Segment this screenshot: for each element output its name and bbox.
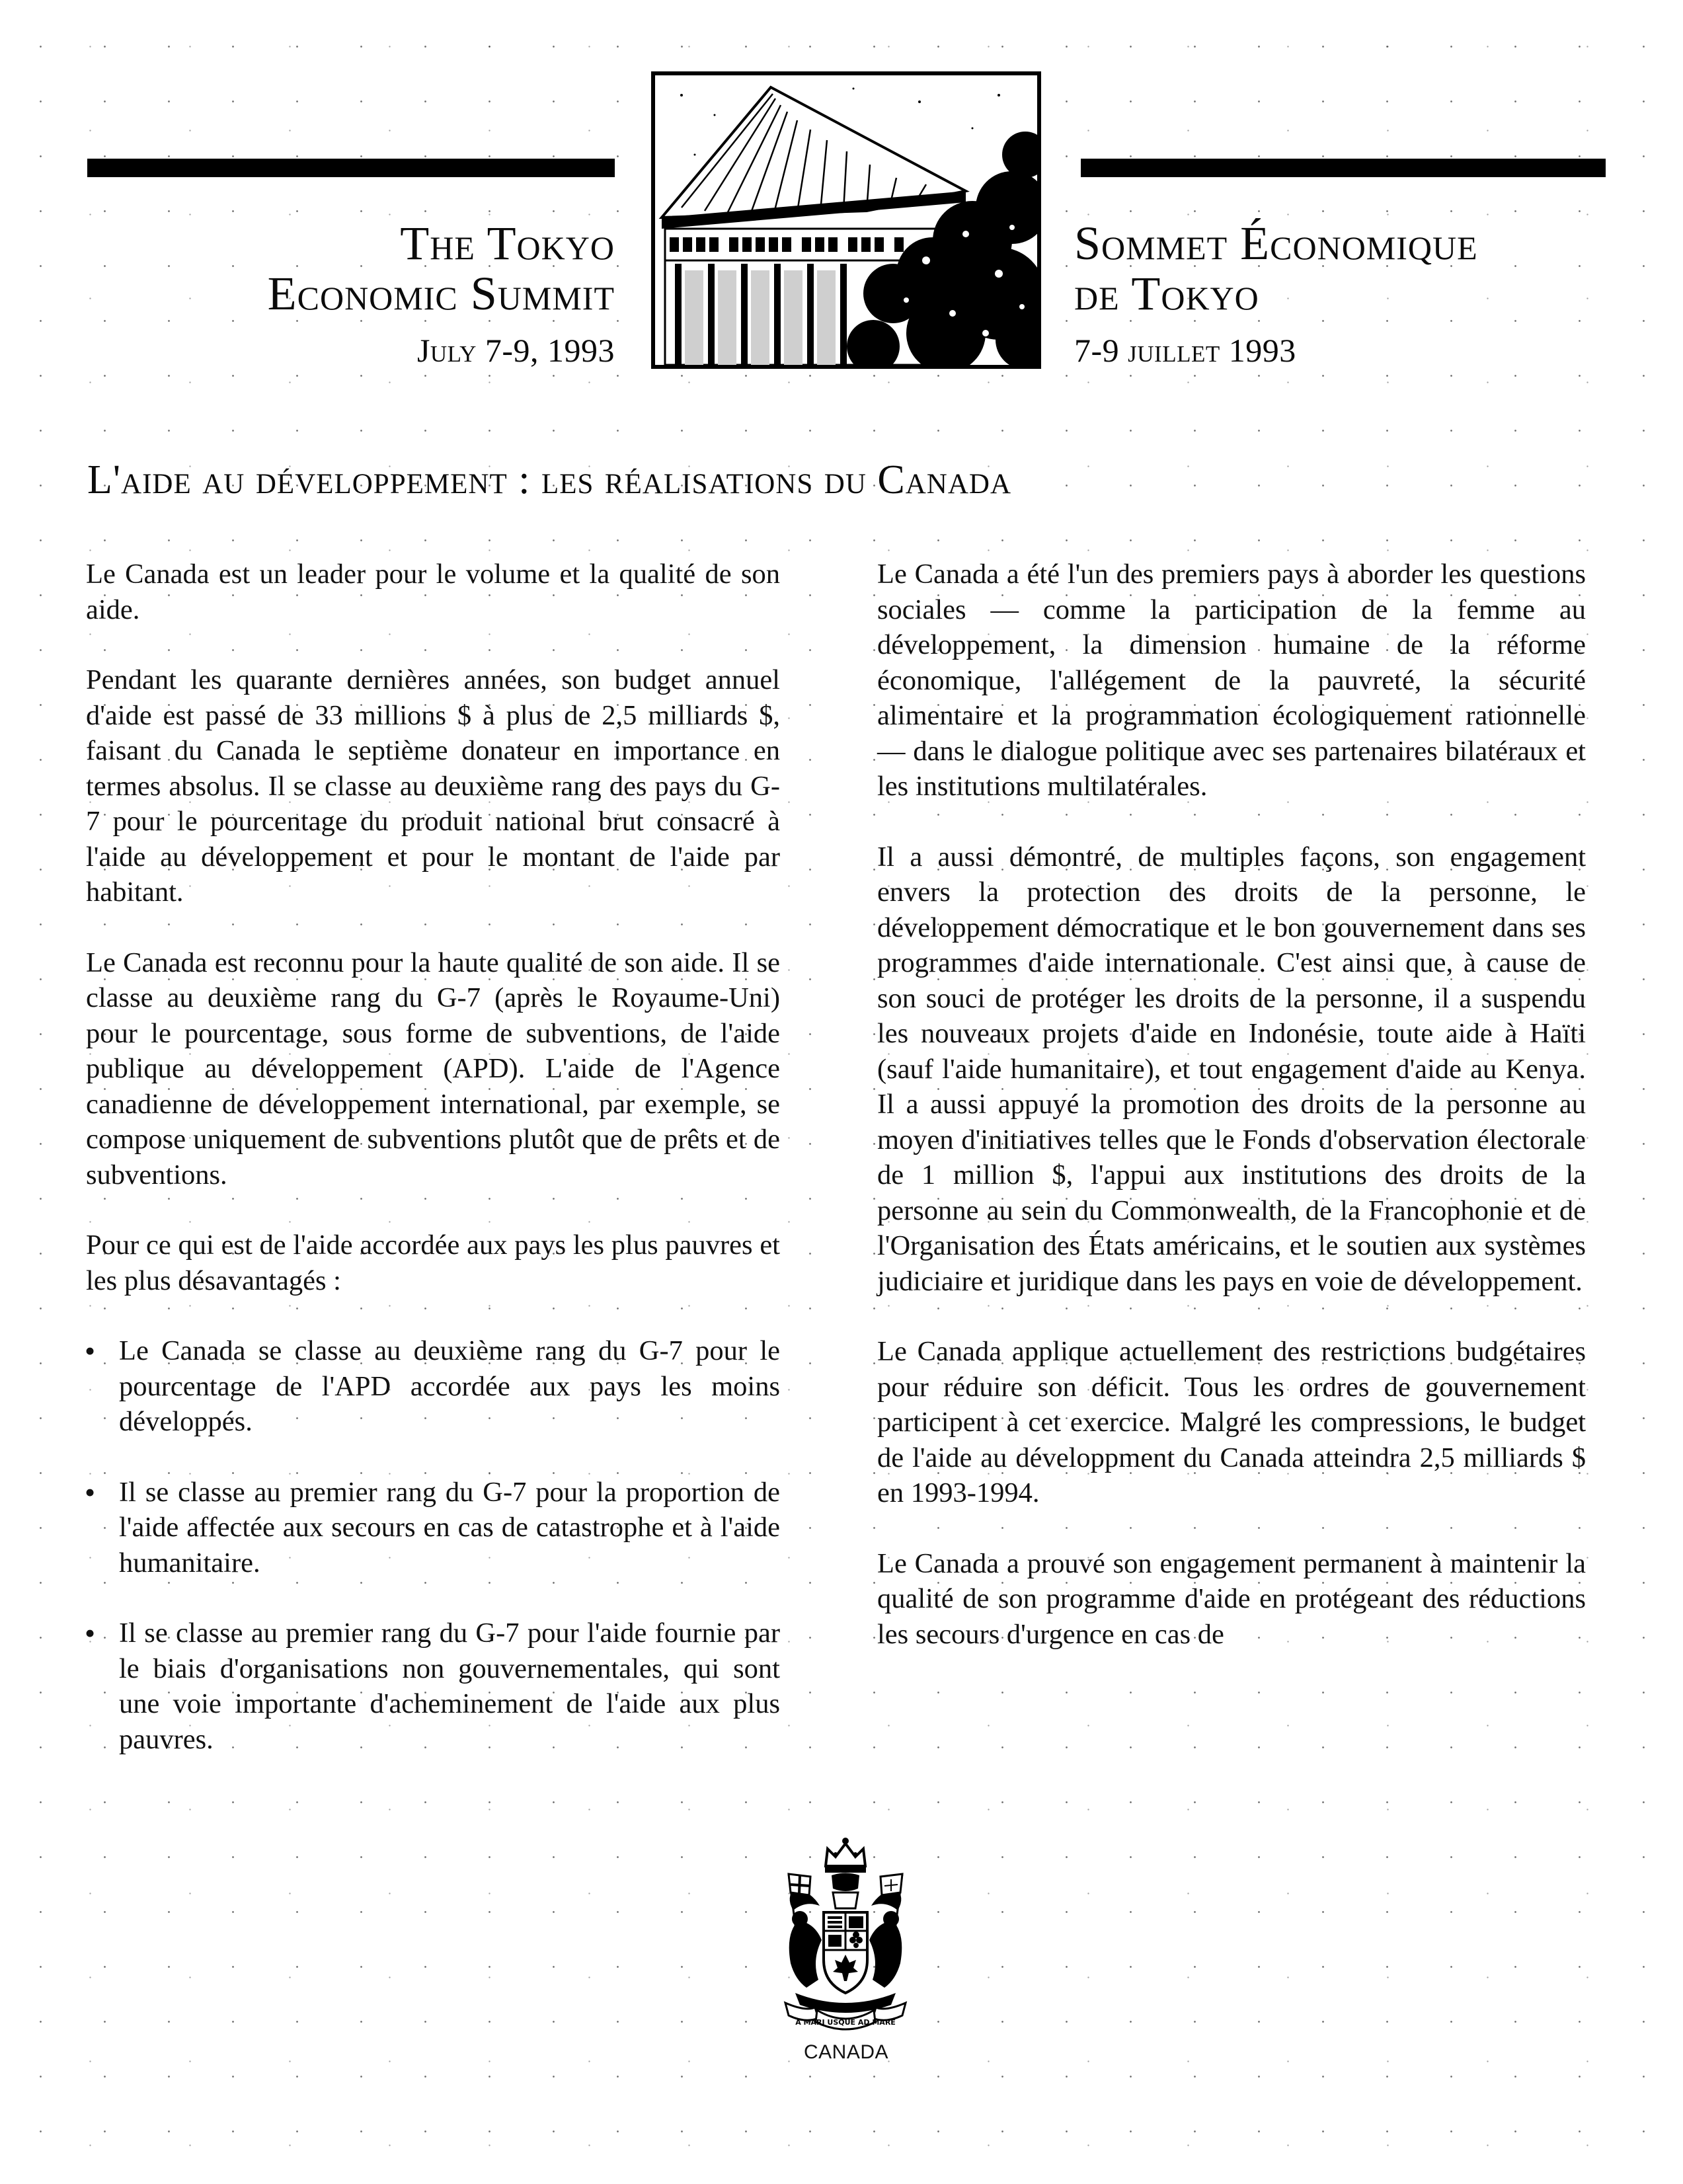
french-title-line-1: Sommet Économique xyxy=(1074,217,1478,270)
english-title-line-2: Economic Summit xyxy=(267,267,615,320)
bullet-item: • Il se classe au premier rang du G-7 pour la proportion de l'aide affectée aux secours en cas de catastrophe et à l'aide humanitaire. xyxy=(86,1475,780,1581)
english-date: July 7-9, 1993 xyxy=(416,332,615,369)
summit-building-image xyxy=(651,71,1041,369)
paragraph: Pour ce qui est de l'aide accordée aux pays les plus pauvres et les plus désavantagés : xyxy=(86,1229,780,1296)
header-rule-left xyxy=(87,159,615,177)
header-english xyxy=(93,218,615,370)
country-label: CANADA xyxy=(803,2041,889,2063)
paragraph: Le Canada a été l'un des premiers pays à aborder les questions sociales — comme la participation de la femme au développement, la dimension humaine de la réforme économique, l'allégement de la pauvreté, la sécurité alimentaire et la programmation écologiquement rationnelle — dans le dialogue politique avec ses partenaires bilatéraux et les institutions multilatérales. xyxy=(877,559,1586,802)
french-title-line-2: de Tokyo xyxy=(1074,267,1259,320)
paragraph: Il a aussi démontré, de multiples façons, son engagement envers la protection des droits de la personne, le développement démocratique et le bon gouvernement dans ses programmes d'aide internationale. C'est ainsi que, à cause de son souci de protéger les droits de la personne, il a suspendu les nouveaux projets d'aide en Indonésie, toute aide à Haïti (sauf l'aide humanitaire), et tout engagement d'aide au Kenya. Il a aussi appuyé la promotion des droits de la personne au moyen d'initiatives telles que le Fonds d'observation électorale de 1 million $, l'appui aux institutions des droits de la personne au sein du Commonwealth, de la Francophonie et de l'Organisation des États américains, et le soutien aux systèmes judiciaire et juridique dans les pays en voie de développement. xyxy=(877,841,1586,1297)
header-french xyxy=(1074,218,1603,370)
crown-icon xyxy=(825,1838,866,1873)
paragraph: Le Canada est un leader pour le volume et la qualité de son aide. xyxy=(86,559,780,625)
paragraph: Le Canada applique actuellement des restrictions budgétaires pour réduire son déficit. Tous les ordres de gouvernement participent à cet exercice. Malgré les compressions, le budget de l'aide au développment du Canada atteindra 2,5 milliards $ en 1993-1994. xyxy=(877,1336,1586,1508)
paragraph: Le Canada est reconnu pour la haute qualité de son aide. Il se classe au deuxième rang du G-7 (après le Royaume-Uni) pour le pourcentage, sous forme de subventions, de l'aide publique au développement (APD). L'aide de l'Agence canadienne de développement international, par exemple, se compose uniquement de subventions plutôt que de prêts et de subventions. xyxy=(86,947,780,1190)
bullet-item: • Il se classe au premier rang du G-7 pour l'aide fournie par le biais d'organisations non gouvernementales, qui sont une voie importante d'acheminement de l'aide aux plus pauvres. xyxy=(86,1616,780,1757)
bullet-list xyxy=(86,1333,780,1757)
canada-coat-of-arms-emblem xyxy=(759,1834,932,2033)
paragraph: Le Canada a prouvé son engagement permanent à maintenir la qualité de son programme d'aide en protégeant des réductions les secours d'urgence en cas de xyxy=(877,1547,1586,1650)
arms-motto: A MARI USQUE AD MARE xyxy=(795,2018,896,2027)
building-illustration xyxy=(655,75,1037,365)
paragraph: Pendant les quarante dernières années, son budget annuel d'aide est passé de 33 millions $ à plus de 2,5 milliards $, faisant du Canada le septième donateur en importance en termes absolus. Il se classe au deuxième rang des pays du G-7 pour le pourcentage du produit national brut consacré à l'aide au développement et pour le montant de l'aide par habitant. xyxy=(86,664,780,908)
french-date: 7-9 juillet 1993 xyxy=(1074,332,1296,369)
right-column xyxy=(877,557,1586,1687)
left-column xyxy=(86,557,780,1792)
english-title-line-1: The Tokyo xyxy=(400,217,615,270)
header-rule-right xyxy=(1081,159,1606,177)
section-title: L'aide au développement : les réalisations du Canada xyxy=(87,457,1012,502)
bullet-item: • Le Canada se classe au deuxième rang du G-7 pour le pourcentage de l'APD accordée aux pays les moins développés. xyxy=(86,1333,780,1440)
